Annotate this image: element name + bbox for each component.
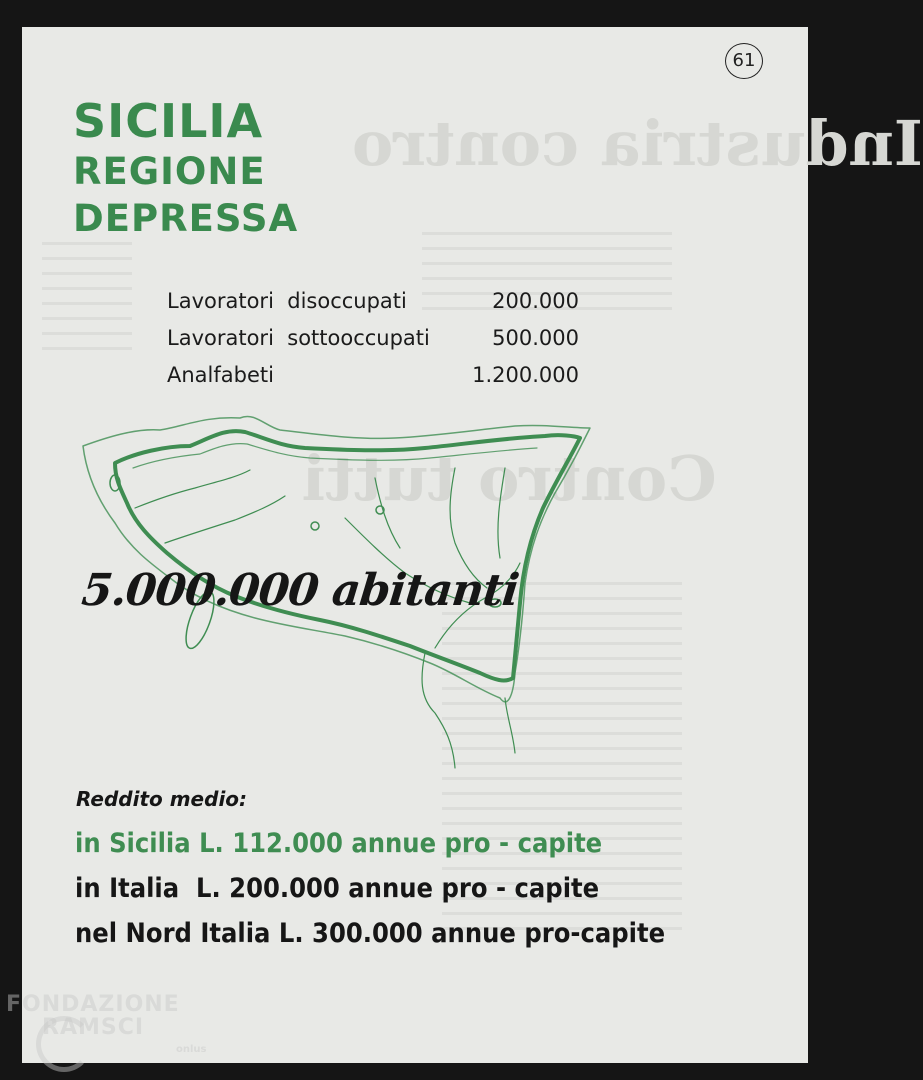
bleed-through-text-3	[42, 242, 132, 362]
income-north-italy: nel Nord Italia L. 300.000 annue pro-capite	[75, 918, 666, 949]
statistics-table	[167, 282, 579, 393]
stat-row-unemployed	[167, 282, 579, 319]
bleed-through-heading: Industria contro	[352, 107, 923, 180]
bleed-through-heading-2: Contro tutti	[302, 442, 717, 515]
watermark-line-3: onlus	[176, 1044, 207, 1055]
stat-label: Lavoratori sottooccupati	[167, 325, 430, 350]
income-sicily: in Sicilia L. 112.000 annue pro - capite	[75, 828, 603, 859]
stat-value: 1.200.000	[472, 362, 579, 387]
stat-value: 200.000	[492, 288, 579, 313]
poster-title	[73, 94, 299, 240]
stat-label: Lavoratori disoccupati	[167, 288, 407, 313]
income-italy: in Italia L. 200.000 annue pro - capite	[75, 873, 600, 904]
title-line-3: DEPRESSA	[73, 197, 299, 240]
title-line-2: REGIONE	[73, 150, 266, 193]
watermark-line-1: FONDAZIONE	[6, 992, 180, 1017]
title-line-1: SICILIA	[73, 94, 264, 148]
stat-row-illiterate	[167, 356, 579, 393]
stat-row-underemployed	[167, 319, 579, 356]
archive-watermark	[6, 992, 207, 1055]
page-number-stamp: 61	[725, 43, 763, 79]
stat-value: 500.000	[492, 325, 579, 350]
stat-label: Analfabeti	[167, 362, 274, 387]
population-caption: 5.000.000 abitanti	[79, 565, 521, 616]
watermark-g-logo-icon	[36, 1016, 92, 1072]
watermark-line-2: RAMSCI	[42, 1015, 145, 1040]
income-heading: Reddito medio:	[76, 787, 248, 811]
